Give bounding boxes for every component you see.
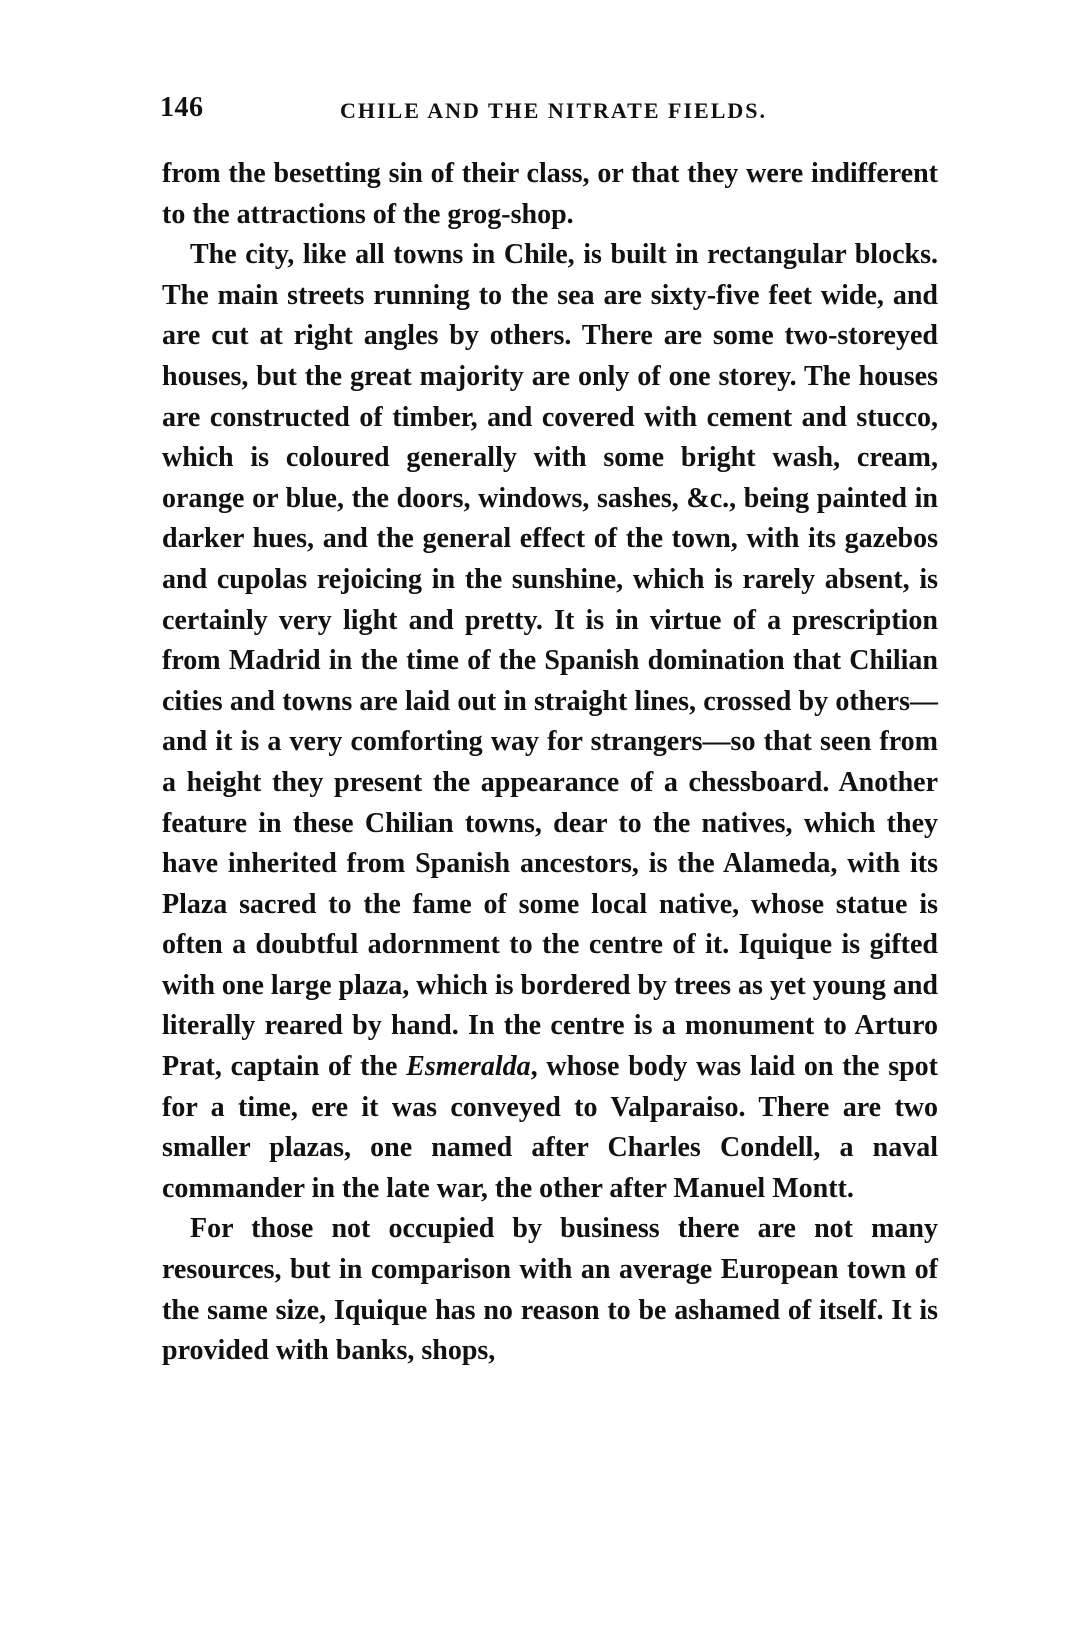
running-head [160,92,940,132]
paragraph-city-description: The city, like all towns in Chile, is built in rectangular blocks. The main streets running to the sea are sixty-five feet wide, and are cut at right angles by others. There are some two-storeyed houses, but the great majority are only of one storey. The houses are constructed of timber, and covered with cement and stucco, which is coloured generally with some bright wash, cream, orange or blue, the doors, windows, sashes, &c., being painted in darker hues, and the general effect of the town, with its gazebos and cupolas rejoicing in the sunshine, which is rarely absent, is certainly very light and pretty. It is in virtue of a prescription from Madrid in the time of the Spanish domination that Chilian cities and towns are laid out in straight lines, crossed by others—and it is a very comforting way for strangers—so that seen from a height they present the appearance of a chessboard. Another feature in these Chilian towns, dear to the natives, which they have inherited from Spanish ancestors, is the Alameda, with its Plaza sacred to the fame of some local native, whose statue is often a doubtful adornment to the centre of it. Iquique is gifted with one large plaza, which is bordered by trees as yet young and literally reared by hand. In the centre is a monument to Arturo Prat, captain of the Esmeralda, whose body was laid on the spot for a time, ere it was conveyed to Valparaiso. There are two smaller plazas, one named after Charles Condell, a naval commander in the late war, the other after Manuel Montt. [162,239,938,1204]
page-number: 146 [160,92,204,123]
paragraph-resources: For those not occupied by business there are not many resources, but in comparison with an average European town of the same size, Iquique has no reason to be ashamed of itself. It is provided with banks, shops, [162,1213,938,1367]
ship-name: Esmeralda [406,1051,531,1083]
running-title: CHILE AND THE NITRATE FIELDS. [340,98,768,123]
body-text [162,154,938,1372]
paragraph-continued: from the besetting sin of their class, or that they were indifferent to the attractions of the grog-shop. [162,158,938,230]
